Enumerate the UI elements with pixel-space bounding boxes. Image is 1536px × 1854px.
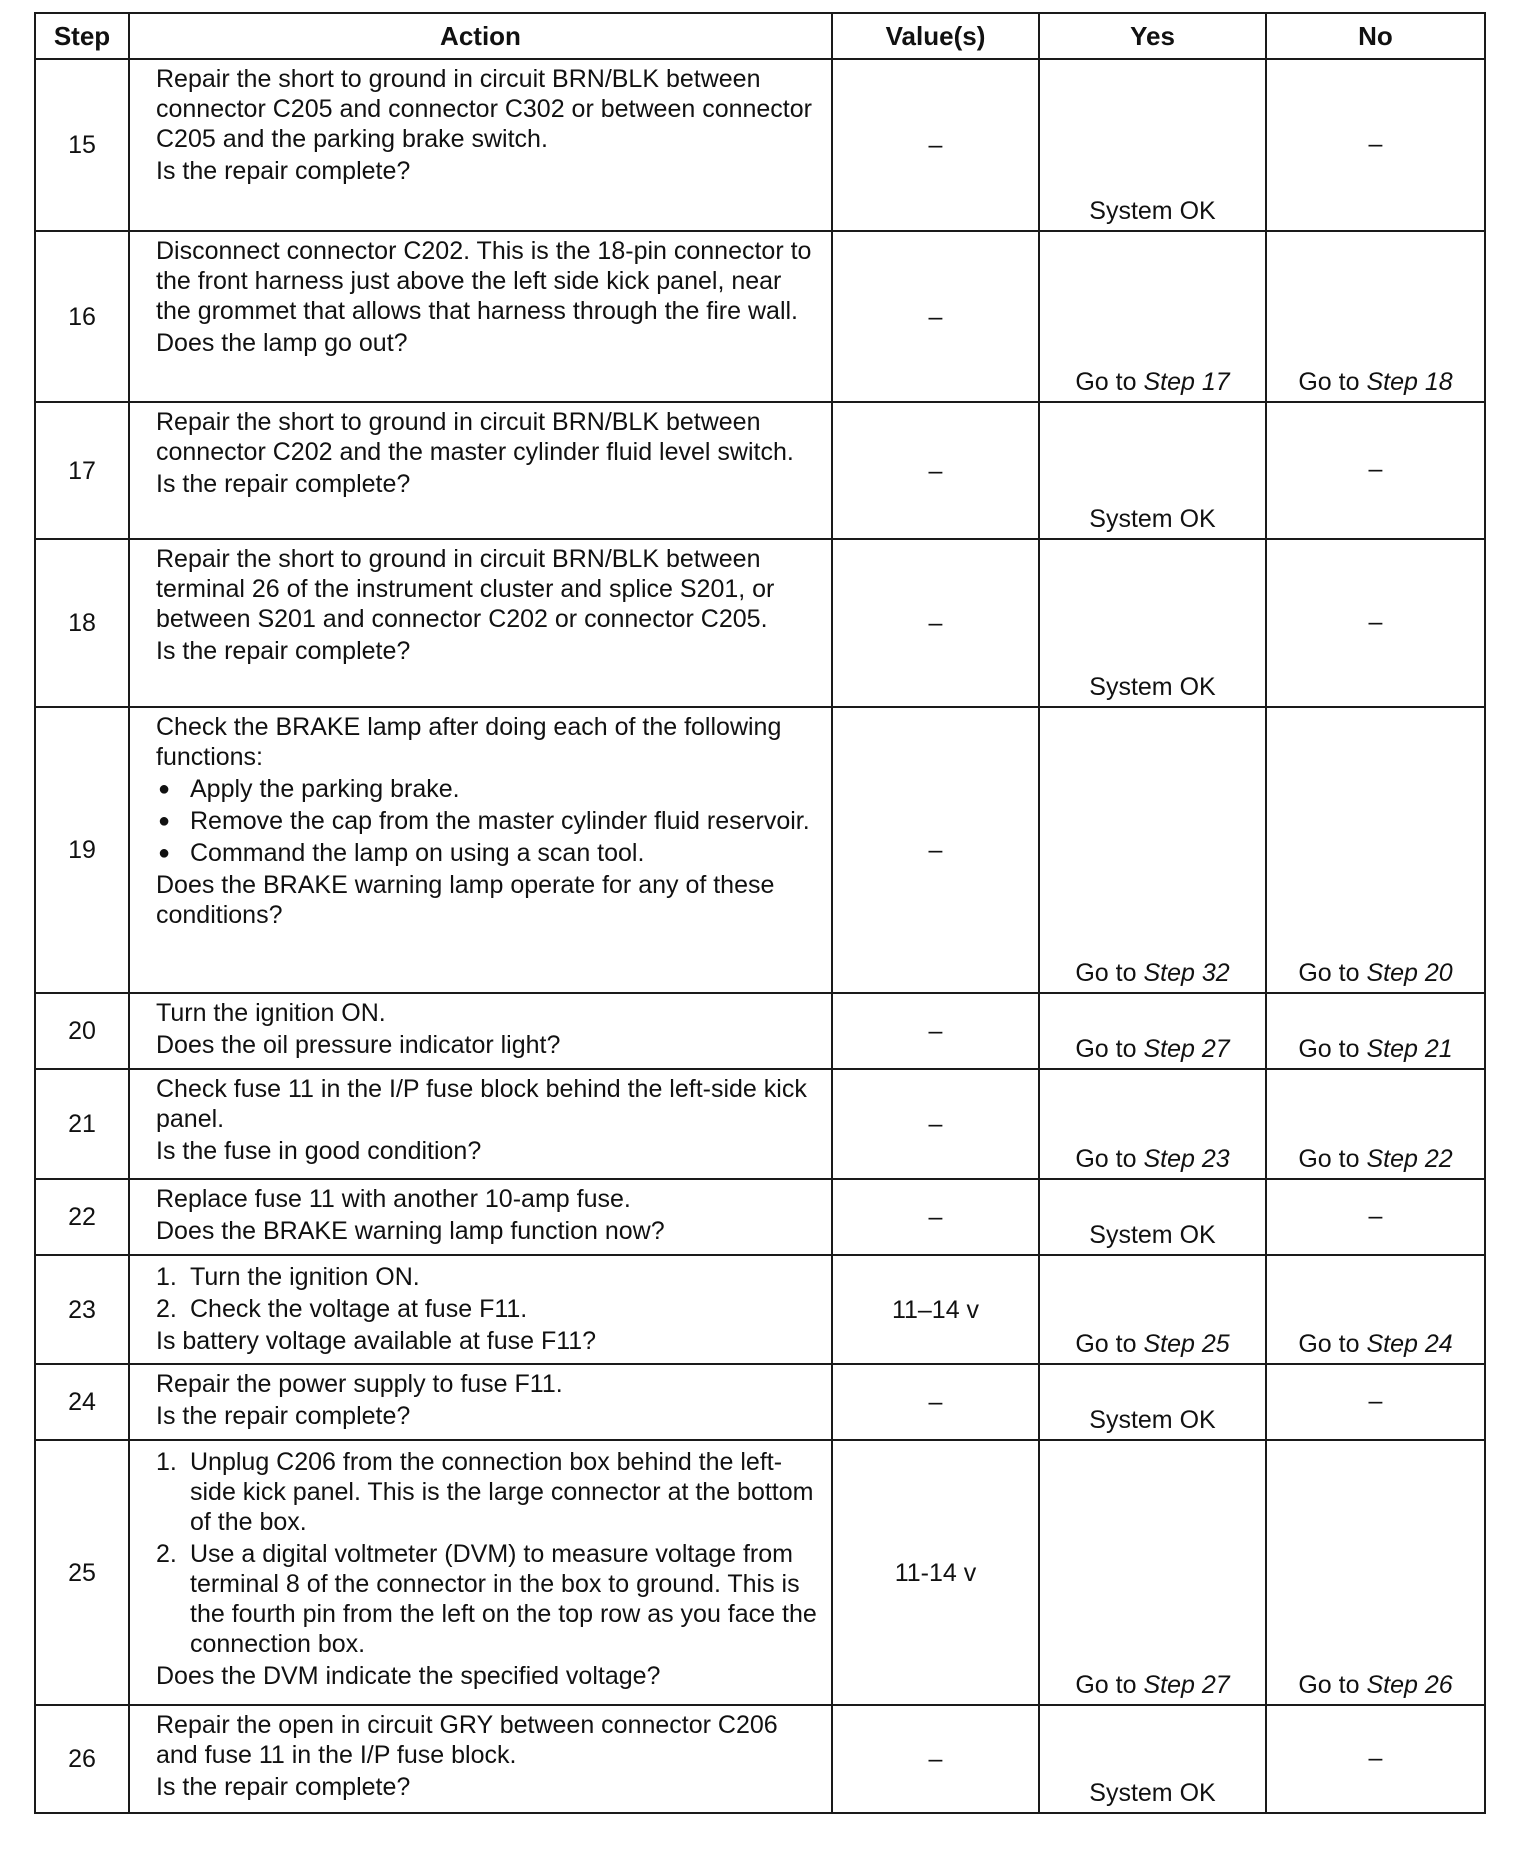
no-cell-step-ref: Step 24 (1366, 1330, 1453, 1358)
value-cell: – (832, 993, 1039, 1069)
yes-cell-text: Go to (1075, 1671, 1144, 1699)
no-cell-step-ref: Step 21 (1366, 1035, 1453, 1063)
action-question: Is the repair complete? (156, 637, 411, 665)
no-cell-text: – (1368, 607, 1383, 636)
action-text: Repair the short to ground in circuit BRN/BLK between connector C202 and the master cylinder fluid level switch. (156, 408, 794, 466)
action-question: Does the BRAKE warning lamp function now? (156, 1217, 665, 1245)
action-question: Is the repair complete? (156, 1773, 411, 1801)
yes-cell (1039, 1364, 1266, 1440)
action-bullet: ● Apply the parking brake. (156, 774, 823, 804)
yes-cell-text: System OK (1089, 505, 1216, 533)
action-question: Does the lamp go out? (156, 329, 408, 357)
header-yes: Yes (1039, 13, 1266, 59)
action-question: Is the fuse in good condition? (156, 1137, 482, 1165)
no-cell (1266, 1255, 1485, 1364)
yes-cell-text: System OK (1089, 1779, 1216, 1807)
table-row (35, 1069, 1485, 1179)
header-no: No (1266, 13, 1485, 59)
step-number: 22 (35, 1179, 129, 1255)
diagnostic-table (34, 12, 1486, 1814)
yes-cell-text: System OK (1089, 1221, 1216, 1249)
no-cell-step-ref: Step 22 (1366, 1145, 1453, 1173)
action-question: Is battery voltage available at fuse F11? (156, 1327, 597, 1355)
action-bullet: ● Command the lamp on using a scan tool. (156, 838, 823, 868)
step-number: 15 (35, 59, 129, 231)
value-cell: – (832, 1069, 1039, 1179)
action-question: Does the DVM indicate the specified voltage? (156, 1662, 661, 1690)
action-cell (129, 993, 832, 1069)
action-cell (129, 1705, 832, 1813)
action-text: Disconnect connector C202. This is the 18-pin connector to the front harness just above the left side kick panel, near the grommet that allows that harness through the fire wall. (156, 237, 812, 325)
yes-cell (1039, 231, 1266, 402)
item-number: 2. (156, 1295, 177, 1323)
no-cell (1266, 993, 1485, 1069)
value-cell: – (832, 707, 1039, 993)
value-cell: – (832, 402, 1039, 539)
yes-cell (1039, 402, 1266, 539)
yes-cell (1039, 59, 1266, 231)
action-cell (129, 402, 832, 539)
item-text: Use a digital voltmeter (DVM) to measure voltage from terminal 8 of the connector in the box to ground. This is the fourth pin from the left on the top row as you face the connection box. (190, 1540, 817, 1658)
item-text: Check the voltage at fuse F11. (190, 1295, 528, 1323)
no-cell (1266, 1705, 1485, 1813)
value-cell: – (832, 1705, 1039, 1813)
action-cell (129, 231, 832, 402)
action-numbered-item (156, 1294, 823, 1324)
action-numbered-item (156, 1262, 823, 1292)
no-cell-text: Go to (1298, 368, 1367, 396)
yes-cell-step-ref: Step 17 (1143, 368, 1230, 396)
action-numbered-item (156, 1447, 823, 1537)
yes-cell (1039, 1705, 1266, 1813)
action-cell (129, 1364, 832, 1440)
no-cell-text: – (1368, 1386, 1383, 1415)
table-row (35, 1364, 1485, 1440)
step-number: 20 (35, 993, 129, 1069)
action-text: Replace fuse 11 with another 10-amp fuse. (156, 1185, 631, 1213)
table-row (35, 1705, 1485, 1813)
yes-cell-text: System OK (1089, 1406, 1216, 1434)
step-number: 16 (35, 231, 129, 402)
action-cell (129, 1069, 832, 1179)
action-cell (129, 1179, 832, 1255)
yes-cell-step-ref: Step 27 (1143, 1035, 1230, 1063)
no-cell (1266, 1179, 1485, 1255)
action-question: Is the repair complete? (156, 157, 411, 185)
item-text: Unplug C206 from the connection box behind the left-side kick panel. This is the large connector at the bottom of the box. (190, 1448, 814, 1536)
yes-cell-step-ref: Step 23 (1143, 1145, 1230, 1173)
no-cell-text: – (1368, 1201, 1383, 1230)
no-cell (1266, 59, 1485, 231)
no-cell-step-ref: Step 18 (1366, 368, 1453, 396)
yes-cell (1039, 993, 1266, 1069)
action-question: Does the BRAKE warning lamp operate for any of these conditions? (156, 871, 775, 929)
value-cell: – (832, 1179, 1039, 1255)
value-cell: – (832, 59, 1039, 231)
header-action: Action (129, 13, 832, 59)
item-text: Turn the ignition ON. (190, 1263, 420, 1291)
action-text: Check the BRAKE lamp after doing each of the following functions: (156, 713, 782, 771)
yes-cell-text: Go to (1075, 1145, 1144, 1173)
table-row (35, 1255, 1485, 1364)
action-cell (129, 539, 832, 707)
yes-cell-text: Go to (1075, 368, 1144, 396)
yes-cell-text: Go to (1075, 1330, 1144, 1358)
action-cell (129, 1440, 832, 1705)
no-cell (1266, 231, 1485, 402)
step-number: 25 (35, 1440, 129, 1705)
step-number: 26 (35, 1705, 129, 1813)
yes-cell-text: Go to (1075, 959, 1144, 987)
no-cell-text: – (1368, 129, 1383, 158)
no-cell-step-ref: Step 20 (1366, 959, 1453, 987)
no-cell-text: Go to (1298, 959, 1367, 987)
no-cell (1266, 539, 1485, 707)
table-row (35, 707, 1485, 993)
step-number: 23 (35, 1255, 129, 1364)
yes-cell (1039, 1440, 1266, 1705)
table-body (35, 59, 1485, 1813)
value-cell: – (832, 231, 1039, 402)
value-cell: 11–14 v (832, 1255, 1039, 1364)
yes-cell-step-ref: Step 32 (1143, 959, 1230, 987)
value-cell: – (832, 1364, 1039, 1440)
yes-cell (1039, 1255, 1266, 1364)
diagnostic-table-container (34, 12, 1484, 1814)
action-bullet: ● Remove the cap from the master cylinder fluid reservoir. (156, 806, 823, 836)
table-row (35, 402, 1485, 539)
action-cell (129, 1255, 832, 1364)
yes-cell-text: Go to (1075, 1035, 1144, 1063)
step-number: 24 (35, 1364, 129, 1440)
action-text: Repair the power supply to fuse F11. (156, 1370, 563, 1398)
yes-cell-step-ref: Step 25 (1143, 1330, 1230, 1358)
yes-cell (1039, 1069, 1266, 1179)
table-row (35, 231, 1485, 402)
yes-cell (1039, 1179, 1266, 1255)
table-row (35, 993, 1485, 1069)
table-row (35, 1440, 1485, 1705)
yes-cell-text: System OK (1089, 197, 1216, 225)
step-number: 18 (35, 539, 129, 707)
no-cell (1266, 402, 1485, 539)
action-cell (129, 59, 832, 231)
value-cell: – (832, 539, 1039, 707)
action-cell (129, 707, 832, 993)
item-number: 1. (156, 1263, 177, 1291)
no-cell-text: – (1368, 455, 1383, 483)
header-step: Step (35, 13, 129, 59)
action-text: Repair the short to ground in circuit BRN/BLK between connector C205 and connector C302 or between connector C205 and the parking brake switch. (156, 65, 812, 153)
header-values: Value(s) (832, 13, 1039, 59)
no-cell-text: Go to (1298, 1671, 1367, 1699)
no-cell-text: Go to (1298, 1035, 1367, 1063)
no-cell (1266, 1364, 1485, 1440)
no-cell (1266, 1440, 1485, 1705)
table-row (35, 539, 1485, 707)
yes-cell (1039, 539, 1266, 707)
item-number: 2. (156, 1540, 177, 1568)
yes-cell-step-ref: Step 27 (1143, 1671, 1230, 1699)
step-number: 17 (35, 402, 129, 539)
action-question: Does the oil pressure indicator light? (156, 1031, 561, 1059)
no-cell (1266, 707, 1485, 993)
step-number: 21 (35, 1069, 129, 1179)
no-cell (1266, 1069, 1485, 1179)
action-text: Repair the short to ground in circuit BRN/BLK between terminal 26 of the instrument cluster and splice S201, or between S201 and connector C202 or connector C205. (156, 545, 775, 633)
action-text: Check fuse 11 in the I/P fuse block behind the left-side kick panel. (156, 1075, 807, 1133)
action-text: Turn the ignition ON. (156, 999, 386, 1027)
table-row (35, 1179, 1485, 1255)
no-cell-text: – (1368, 1743, 1383, 1772)
table-row (35, 59, 1485, 231)
action-question: Is the repair complete? (156, 470, 411, 498)
no-cell-text: Go to (1298, 1145, 1367, 1173)
yes-cell-text: System OK (1089, 673, 1216, 701)
action-question: Is the repair complete? (156, 1402, 411, 1430)
no-cell-step-ref: Step 26 (1366, 1671, 1453, 1699)
no-cell-text: Go to (1298, 1330, 1367, 1358)
item-number: 1. (156, 1448, 177, 1476)
action-text: Repair the open in circuit GRY between connector C206 and fuse 11 in the I/P fuse block. (156, 1711, 778, 1769)
step-number: 19 (35, 707, 129, 993)
value-cell: 11-14 v (832, 1440, 1039, 1705)
yes-cell (1039, 707, 1266, 993)
table-header-row (35, 13, 1485, 59)
action-numbered-item (156, 1539, 823, 1659)
